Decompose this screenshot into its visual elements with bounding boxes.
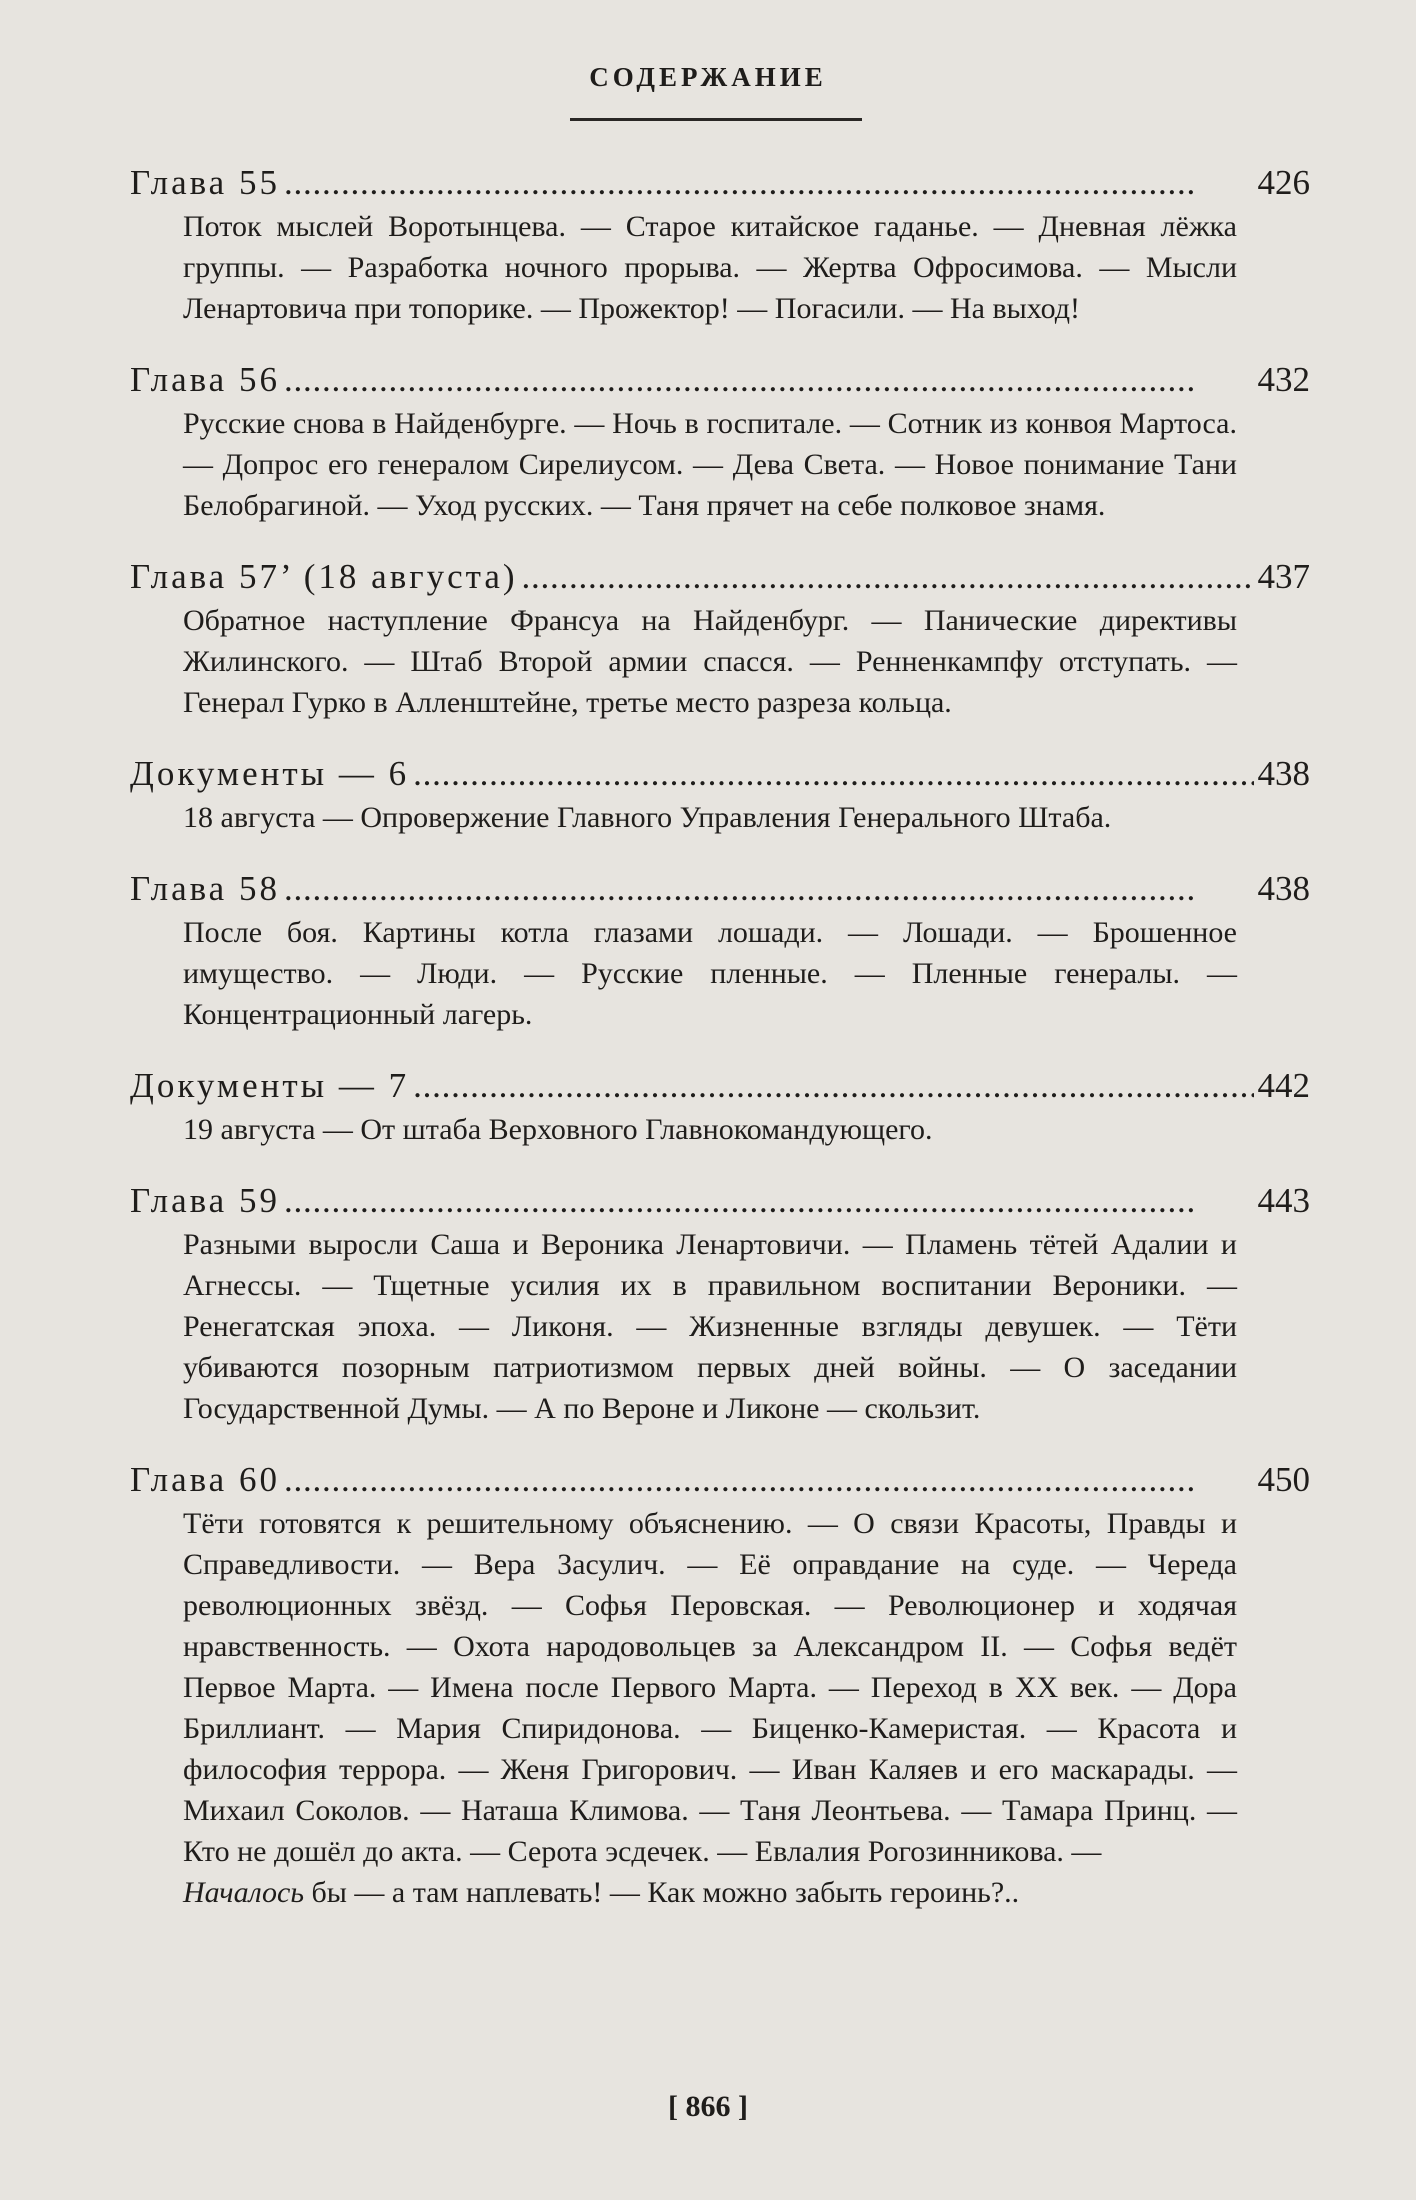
toc-entry-heading	[130, 357, 1310, 403]
chapter-label: Глава 56	[130, 360, 280, 399]
chapter-label: Глава 59	[130, 1181, 280, 1220]
toc-entry	[130, 751, 1310, 838]
chapter-summary: 19 августа — От штаба Верховного Главнокомандующего.	[183, 1113, 933, 1146]
page-folio: [ 866 ]	[668, 2090, 748, 2123]
dot-leader	[284, 866, 1254, 912]
summary-italic-word: Началось	[183, 1876, 304, 1909]
toc-entry-heading	[130, 554, 1310, 600]
dot-leader	[284, 1178, 1254, 1224]
page-number: 426	[1257, 163, 1310, 202]
toc-entry	[130, 160, 1310, 329]
chapter-summary: Русские снова в Найденбурге. — Ночь в госпитале. — Сотник из конвоя Мартоса. — Допрос его генералом Сирелиусом. — Дева Света. — Новое понимание Тани Белобрагиной. — Уход русских. — Таня прячет на себе полковое знамя.	[183, 407, 1237, 522]
page-number: 443	[1257, 1181, 1310, 1220]
toc-entry	[130, 357, 1310, 526]
toc-entry	[130, 866, 1310, 1035]
toc-entry	[130, 554, 1310, 723]
dot-leader	[413, 751, 1253, 797]
toc-entry-heading	[130, 160, 1310, 206]
summary-text: Тёти готовятся к решительному объяснению. — О связи Красоты, Правды и Справедливости. — Вера Засулич. — Её оправдание на суде. — Череда революционных звёзд. — Софья Перовская. — Революционер и ходячая нравственность. — Охота народовольцев за Александром II. — Софья ведёт Первое Марта. — Имена после Первого Марта. — Переход в XX век. — Дора Бриллиант. — Мария Спиридонова. — Биценко-Камеристая. — Красота и философия террора. — Женя Григорович. — Иван Каляев и его маскарады. — Михаил Соколов. — Наташа Климова. — Таня Леонтьева. — Тамара Принц. — Кто не дошёл до акта. — Серота эсдечек. — Евлалия Рогозинникова. —	[183, 1507, 1237, 1868]
chapter-label: Глава 58	[130, 869, 280, 908]
chapter-label: Глава 57’ (18 августа)	[130, 557, 518, 596]
page-number: 437	[1257, 557, 1310, 596]
chapter-summary: Разными выросли Саша и Вероника Ленартовичи. — Пламень тётей Адалии и Агнессы. — Тщетные усилия их в правильном воспитании Вероники. — Ренегатская эпоха. — Ликоня. — Жизненные взгляды девушек. — Тёти убиваются позорным патриотизмом первых дней войны. — О заседании Государственной Думы. — А по Вероне и Ликоне — скользит.	[183, 1228, 1237, 1425]
table-of-contents	[130, 160, 1310, 1941]
dot-leader	[284, 1457, 1254, 1503]
page-number: 432	[1257, 360, 1310, 399]
page-number: 438	[1257, 869, 1310, 908]
page-title: СОДЕРЖАНИЕ	[589, 62, 827, 92]
dot-leader	[284, 160, 1254, 206]
chapter-summary: 18 августа — Опровержение Главного Управления Генерального Штаба.	[183, 801, 1112, 834]
page-number: 442	[1257, 1066, 1310, 1105]
dot-leader	[522, 554, 1254, 600]
page-number: 438	[1257, 754, 1310, 793]
documents-label: Документы — 6	[130, 754, 410, 793]
page-number: 450	[1257, 1460, 1310, 1499]
chapter-summary: Обратное наступление Франсуа на Найденбург. — Панические директивы Жилинского. — Штаб Второй армии спасся. — Ренненкампфу отступать. — Генерал Гурко в Алленштейне, третье место разреза кольца.	[183, 604, 1237, 719]
toc-entry	[130, 1063, 1310, 1150]
toc-entry	[130, 1457, 1310, 1913]
toc-entry	[130, 1178, 1310, 1429]
toc-entry-heading	[130, 751, 1310, 797]
dot-leader	[413, 1063, 1253, 1109]
summary-tail: бы — а там наплевать! — Как можно забыть героинь?..	[304, 1876, 1020, 1909]
dot-leader	[284, 357, 1254, 403]
chapter-summary	[183, 1503, 1237, 1913]
chapter-label: Глава 55	[130, 163, 280, 202]
toc-entry-heading	[130, 1063, 1310, 1109]
toc-entry-heading	[130, 1178, 1310, 1224]
title-rule	[570, 118, 862, 121]
chapter-summary: Поток мыслей Воротынцева. — Старое китайское гаданье. — Дневная лёжка группы. — Разработка ночного прорыва. — Жертва Офросимова. — Мысли Ленартовича при топорике. — Прожектор! — Погасили. — На выход!	[183, 210, 1237, 325]
chapter-summary: После боя. Картины котла глазами лошади. — Лошади. — Брошенное имущество. — Люди. — Русские пленные. — Пленные генералы. — Концентрационный лагерь.	[183, 916, 1237, 1031]
toc-entry-heading	[130, 1457, 1310, 1503]
chapter-label: Глава 60	[130, 1460, 280, 1499]
documents-label: Документы — 7	[130, 1066, 410, 1105]
toc-entry-heading	[130, 866, 1310, 912]
